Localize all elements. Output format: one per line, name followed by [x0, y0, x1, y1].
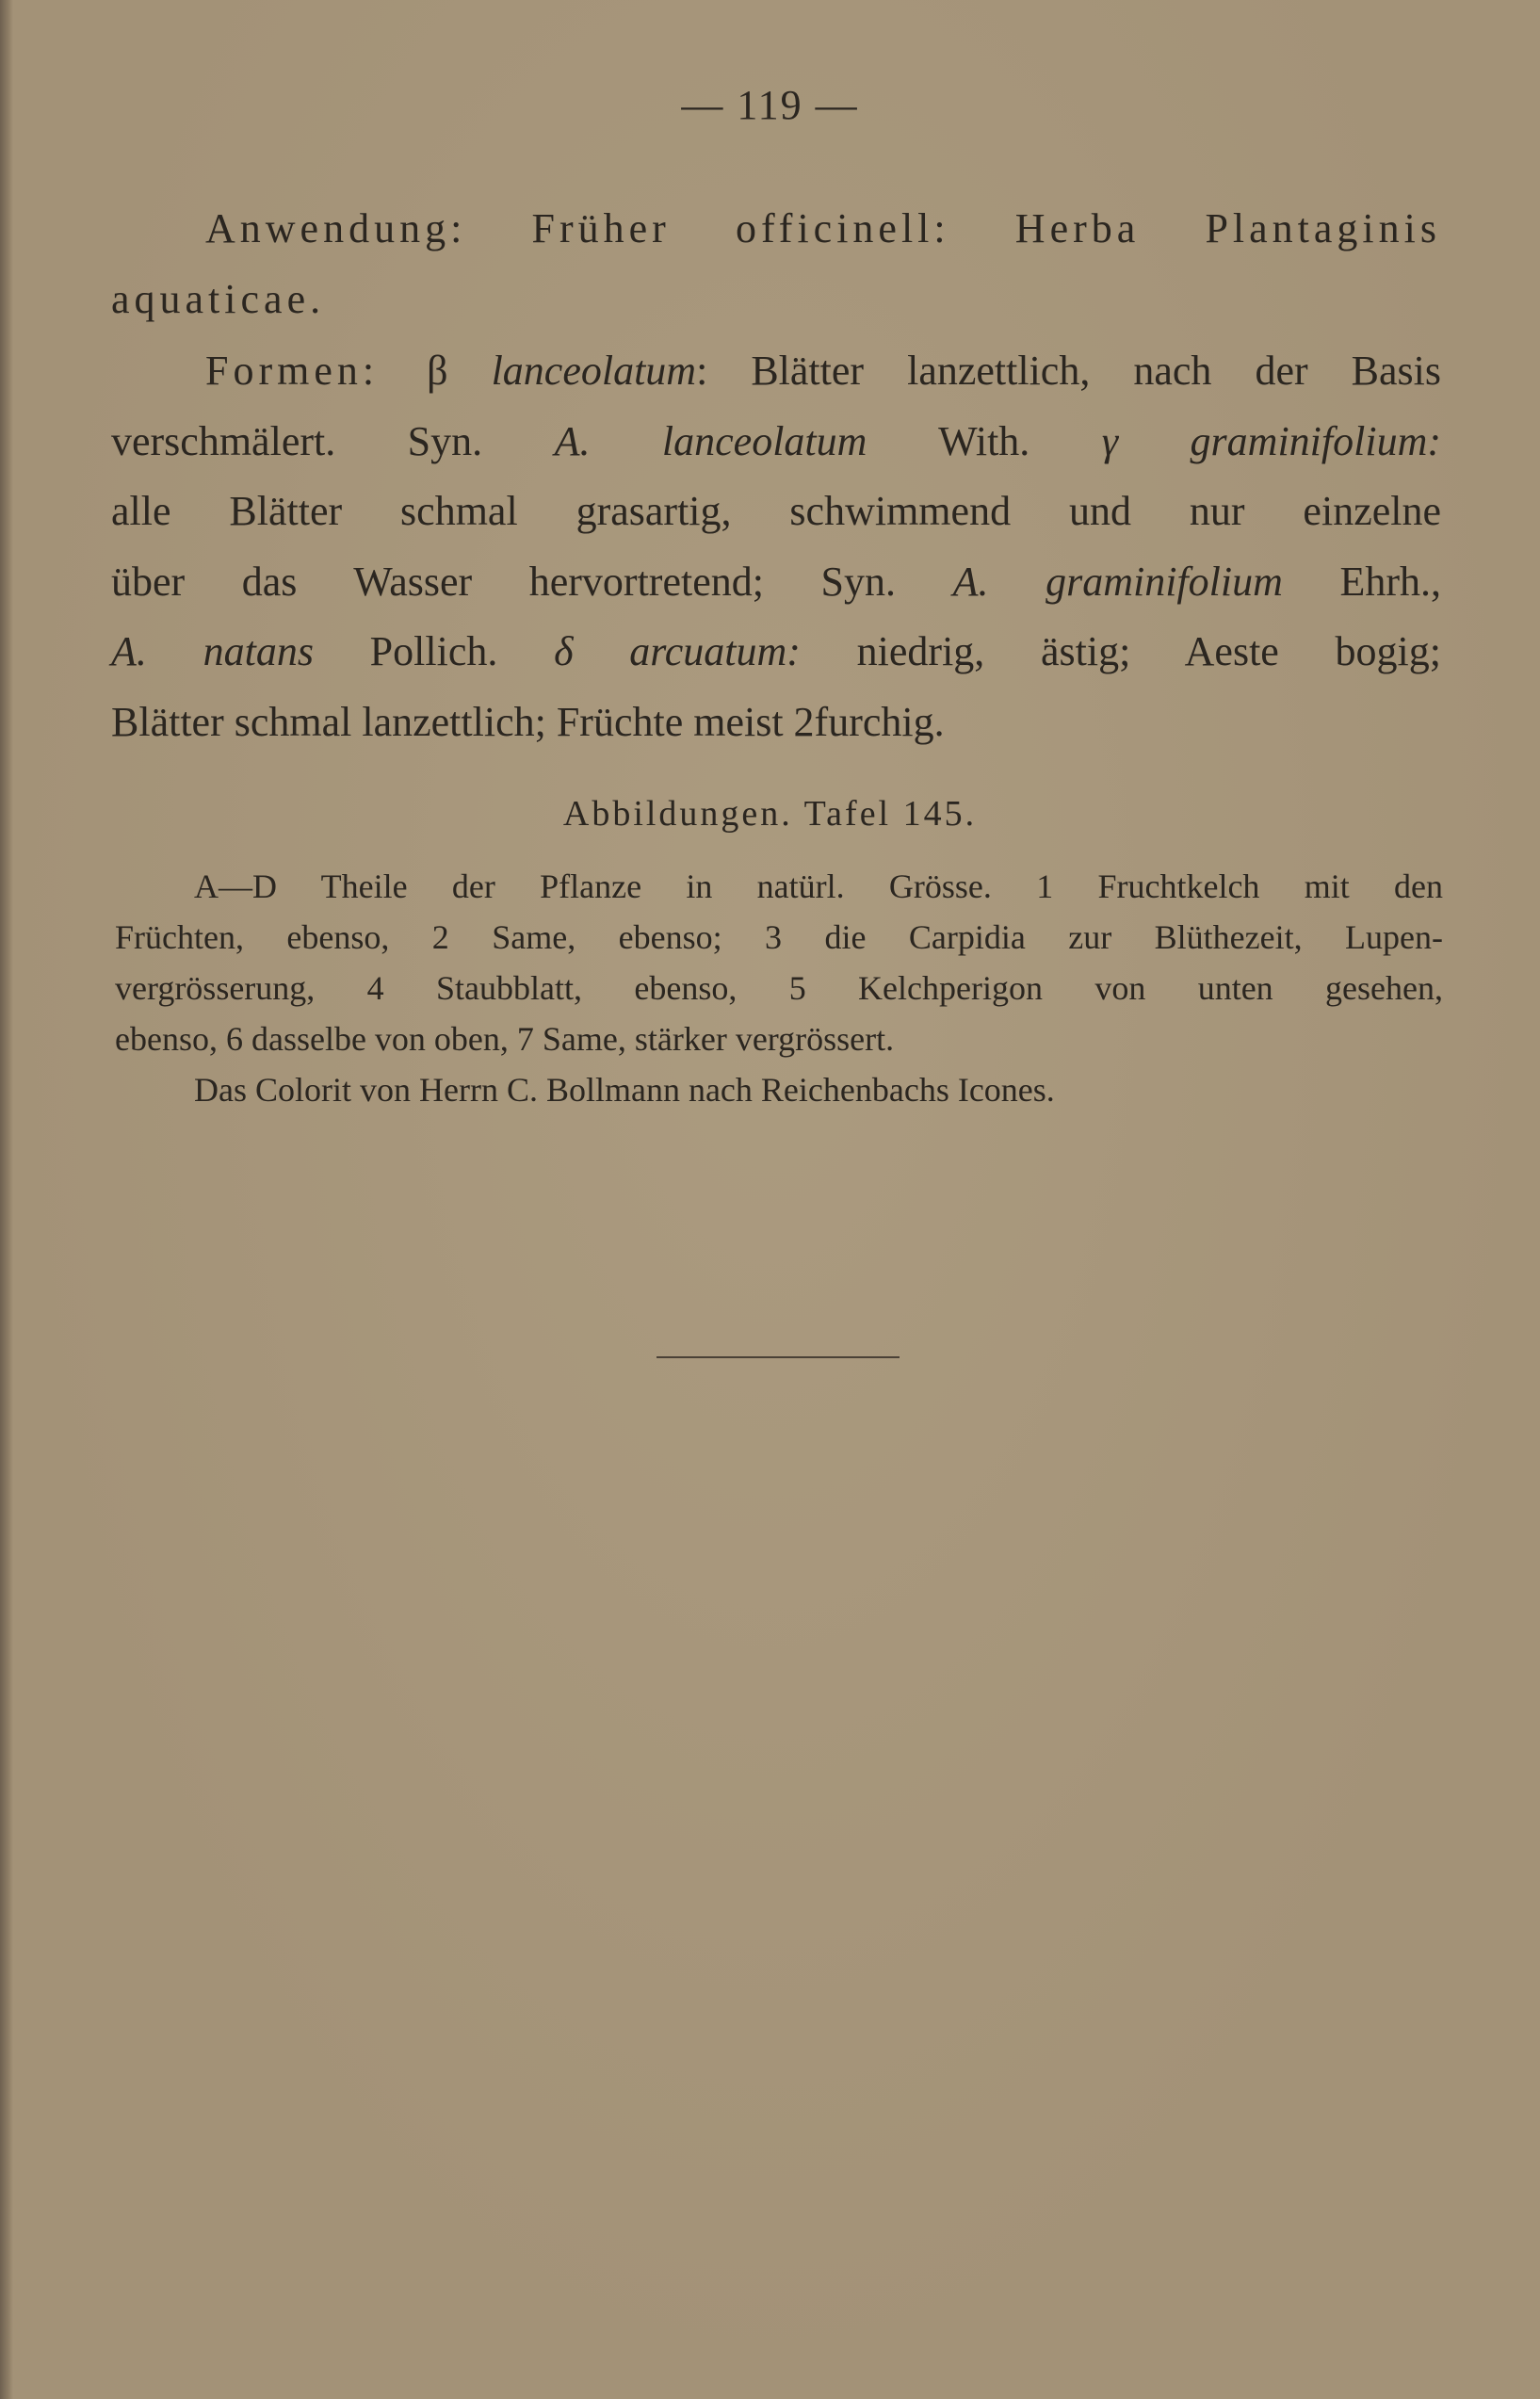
italic-text: γ graminifolium:: [1101, 417, 1442, 464]
figure-caption: [115, 861, 1443, 1115]
paragraph-anwendung: [111, 194, 1441, 334]
italic-text: A. lanceolatum: [554, 417, 867, 464]
line-text: verschmälert. Syn.: [111, 417, 555, 464]
paragraph-line: [111, 617, 1441, 688]
page-binding-edge: [0, 0, 13, 2399]
line-text: : Blätter lanzettlich, nach der Basis: [696, 348, 1441, 394]
line-text: β: [427, 348, 492, 394]
paragraph-formen: [111, 336, 1441, 757]
line-text: With.: [867, 417, 1102, 464]
caption-line: Das Colorit von Herrn C. Bollmann nach Reichenbachs Icones.: [194, 1071, 1055, 1109]
paragraph-line: [111, 688, 1441, 758]
line-text: Blätter schmal lanzettlich; Früchte meist 2furchig.: [111, 698, 945, 745]
paragraph-line: [111, 477, 1441, 547]
line-text: Formen:: [205, 348, 428, 394]
page-number: — 119 —: [681, 82, 859, 128]
line-text: Anwendung: Früher officinell: Herba Plantaginis: [205, 205, 1441, 251]
paragraph-line: [111, 265, 1441, 335]
line-text: alle Blätter schmal grasartig, schwimmend und nur einzelne: [111, 488, 1441, 534]
line-text: Ehrh.,: [1282, 558, 1441, 605]
italic-text: lanceolatum: [491, 348, 697, 394]
paragraph-line: [111, 194, 1441, 265]
caption-line: Früchten, ebenso, 2 Same, ebenso; 3 die Carpidia zur Blüthezeit, Lupen-: [115, 918, 1443, 956]
line-text: über das Wasser hervortretend; Syn.: [111, 558, 953, 605]
figures-heading: Abbildungen. Tafel 145.: [562, 794, 978, 834]
line-text: niedrig, ästig; Aeste bogig;: [800, 628, 1441, 674]
line-text: aquaticae.: [111, 275, 326, 322]
line-text: Pollich.: [313, 628, 555, 674]
paragraph-line: [111, 336, 1441, 407]
italic-text: A. graminifolium: [952, 558, 1283, 605]
paragraph-line: [111, 547, 1441, 618]
italic-text: A. natans: [111, 628, 314, 674]
italic-text: δ arcuatum:: [554, 628, 801, 674]
caption-line: ebenso, 6 dasselbe von oben, 7 Same, stärker vergrössert.: [115, 1020, 895, 1058]
caption-line: A—D Theile der Pflanze in natürl. Grösse. 1 Fruchtkelch mit den: [194, 867, 1443, 905]
caption-line: vergrösserung, 4 Staubblatt, ebenso, 5 Kelchperigon von unten gesehen,: [115, 969, 1443, 1007]
paragraph-line: [111, 407, 1441, 478]
section-divider-rule: [657, 1356, 900, 1358]
